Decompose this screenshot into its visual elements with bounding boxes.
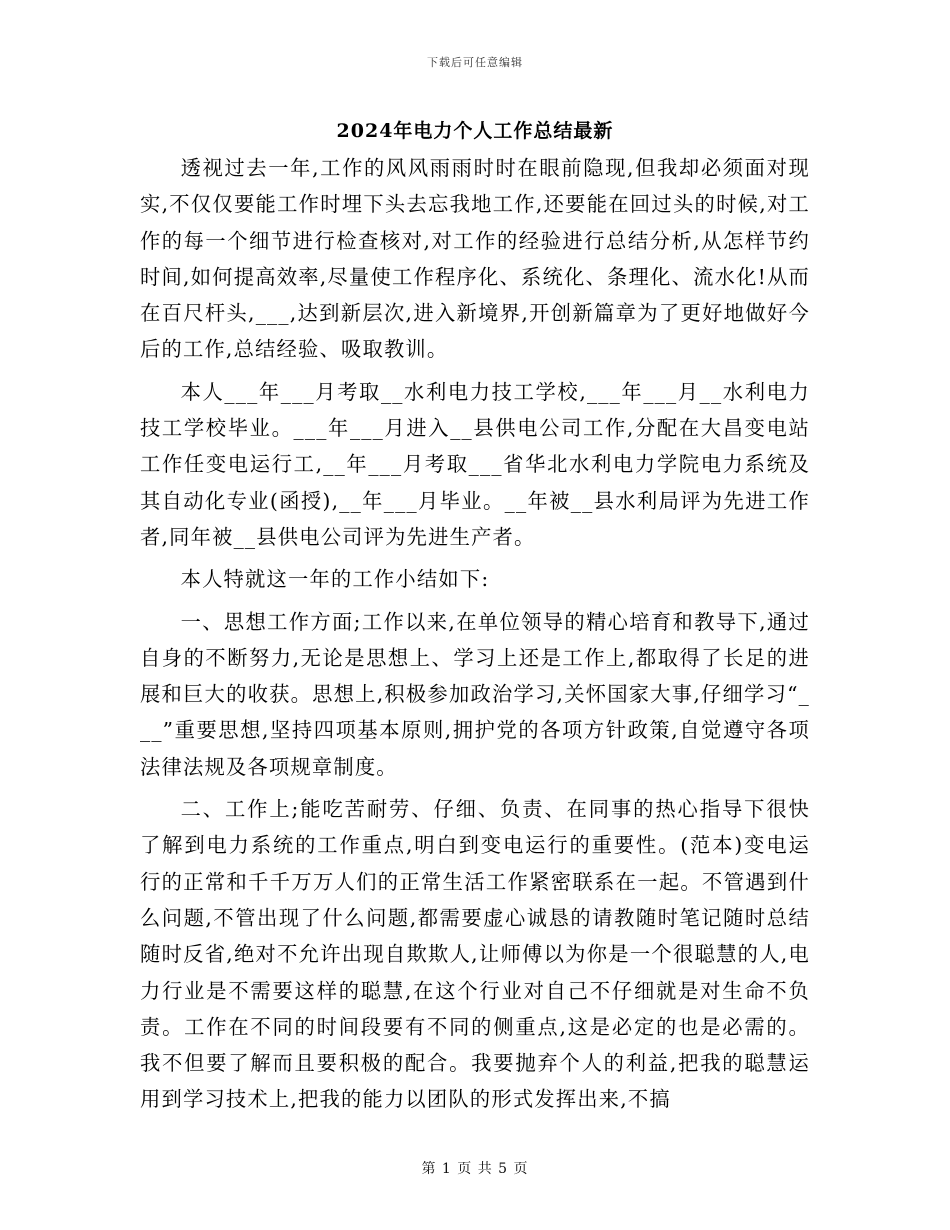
header-note: 下载后可任意编辑: [427, 56, 523, 69]
page-indicator: 第 1 页 共 5 页: [421, 1161, 529, 1177]
document-body: [140, 150, 810, 1118]
document-title: 2024年电力个人工作总结最新: [336, 120, 614, 142]
paragraph: 二、工作上;能吃苦耐劳、仔细、负责、在同事的热心指导下很快了解到电力系统的工作重点,明白到变电运行的重要性。(范本)变电运行的正常和千千万万人们的正常生活工作紧密联系在一起。不管遇到什么问题,不管出现了什么问题,都需要虚心诚恳的请教随时笔记随时总结随时反省,绝对不允许出现自欺欺人,让师傅以为你是一个很聪慧的人,电力行业是不需要这样的聪慧,在这个行业对自己不仔细就是对生命不负责。工作在不同的时间段要有不同的侧重点,这是必定的也是必需的。我不但要了解而且要积极的配合。我要抛弃个人的利益,把我的聪慧运用到学习技术上,把我的能力以团队的形式发挥出来,不搞: [140, 797, 810, 1112]
paragraph: 透视过去一年,工作的风风雨雨时时在眼前隐现,但我却必须面对现实,不仅仅要能工作时埋下头去忘我地工作,还要能在回过头的时候,对工作的每一个细节进行检查核对,对工作的经验进行总结分析,从怎样节约时间,如何提高效率,尽量使工作程序化、系统化、条理化、流水化!从而在百尺杆头,___,达到新层次,进入新境界,开创新篇章为了更好地做好今后的工作,总结经验、吸取教训。: [140, 156, 810, 362]
paragraph: 一、思想工作方面;工作以来,在单位领导的精心培育和教导下,通过自身的不断努力,无论是思想上、学习上还是工作上,都取得了长足的进展和巨大的收获。思想上,积极参加政治学习,关怀国家大事,仔细学习“___”重要思想,坚持四项基本原则,拥护党的各项方针政策,自觉遵守各项法律法规及各项规章制度。: [140, 609, 810, 779]
paragraph: 本人___年___月考取__水利电力技工学校,___年___月__水利电力技工学校毕业。___年___月进入__县供电公司工作,分配在大昌变电站工作任变电运行工,__年___月考取___省华北水利电力学院电力系统及其自动化专业(函授),__年___月毕业。__年被__县水利局评为先进工作者,同年被__县供电公司评为先进生产者。: [140, 379, 810, 549]
paragraph: 本人特就这一年的工作小结如下:: [180, 567, 490, 592]
